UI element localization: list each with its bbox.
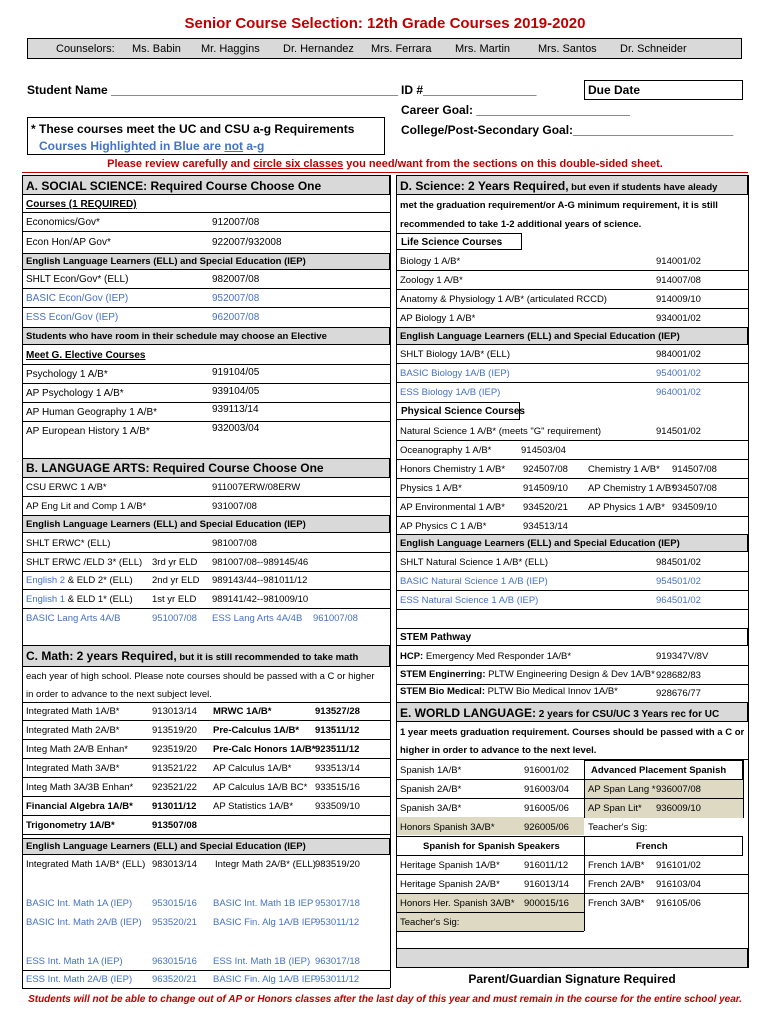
stem-course[interactable]: STEM Bio Medical: PLTW Bio Medical Innov 1A/B* bbox=[400, 686, 618, 697]
ell-label: English Language Learners (ELL) and Special Education (IEP) bbox=[400, 538, 680, 549]
course-code: 964001/02 bbox=[656, 387, 701, 398]
course-name[interactable]: AP Psychology 1 A/B* bbox=[26, 388, 124, 399]
course-code: 932003/04 bbox=[212, 423, 260, 434]
row-divider bbox=[396, 912, 584, 913]
course-name[interactable]: French 1A/B* bbox=[588, 860, 645, 871]
course-name[interactable]: Integr Math 2A/B* (ELL) bbox=[215, 859, 316, 870]
row-divider bbox=[396, 571, 748, 572]
course-name[interactable]: Natural Science 1 A/B* (meets "G" requirement) bbox=[400, 426, 602, 437]
course-code: 961007/08 bbox=[313, 613, 358, 624]
row-divider bbox=[396, 497, 748, 498]
row-divider bbox=[22, 777, 390, 778]
course-code: 914009/10 bbox=[656, 294, 701, 305]
row-divider bbox=[396, 270, 748, 271]
teachers-sig[interactable]: Teacher's Sig: bbox=[588, 822, 648, 833]
column-border bbox=[584, 760, 585, 818]
course-name[interactable]: Chemistry 1 A/B* bbox=[588, 464, 660, 475]
course-code: 916003/04 bbox=[524, 784, 569, 795]
course-code: 983519/20 bbox=[315, 859, 360, 870]
row-divider bbox=[396, 609, 748, 610]
course-name[interactable]: Integrated Math 2A/B* bbox=[26, 725, 120, 736]
eld-level: 3rd yr ELD bbox=[152, 557, 198, 568]
math-note: each year of high school. Please note courses should be passed with a C or higher bbox=[26, 671, 375, 682]
french-label: French bbox=[636, 841, 668, 852]
course-code: 919347V/8V bbox=[656, 651, 709, 662]
course-name[interactable]: BASIC Int. Math 2A/B (IEP) bbox=[26, 917, 142, 928]
course-code: 914007/08 bbox=[656, 275, 701, 286]
course-code: 982007/08 bbox=[212, 274, 260, 285]
course-name[interactable]: ESS Biology 1A/B (IEP) bbox=[400, 387, 501, 398]
student-name-field[interactable]: Student Name ___________________________________________ bbox=[27, 83, 398, 97]
course-name[interactable]: MRWC 1A/B* bbox=[213, 706, 272, 717]
course-name[interactable]: ESS Natural Science 1 A/B (IEP) bbox=[400, 595, 539, 606]
life-science-label: Life Science Courses bbox=[401, 237, 503, 248]
row-divider bbox=[396, 478, 748, 479]
course-name[interactable]: BASIC Lang Arts 4A/B bbox=[26, 613, 121, 624]
course-name[interactable]: AP Span Lang * bbox=[588, 784, 656, 795]
course-name[interactable]: Honors Chemistry 1 A/B* bbox=[400, 464, 506, 475]
science-note: met the graduation requirement/or A-G minimum requirement, it is still bbox=[400, 200, 718, 211]
row-divider bbox=[22, 552, 390, 553]
course-code: 954501/02 bbox=[656, 576, 701, 587]
course-code: 919104/05 bbox=[212, 367, 260, 378]
course-name[interactable]: Honors Spanish 3A/B* bbox=[400, 822, 495, 833]
elective-label: Meet G. Elective Courses bbox=[26, 350, 146, 361]
course-code: 933513/14 bbox=[315, 763, 360, 774]
row-divider bbox=[22, 402, 390, 403]
course-name[interactable]: French 3A/B* bbox=[588, 898, 645, 909]
course-name[interactable]: BASIC Fin. Alg 1A/B IEP bbox=[213, 917, 318, 928]
science-note: recommended to take 1-2 additional years of science. bbox=[400, 219, 642, 230]
course-code: 963520/21 bbox=[152, 974, 197, 985]
counselors-label: Counselors: bbox=[56, 43, 115, 55]
course-code: 923511/12 bbox=[315, 744, 360, 755]
course-code: 914503/04 bbox=[521, 445, 566, 456]
course-code: 953011/12 bbox=[315, 974, 360, 985]
row-divider bbox=[22, 288, 390, 289]
row-divider bbox=[22, 834, 390, 835]
counselor-name: Mrs. Santos bbox=[538, 43, 597, 55]
course-name[interactable]: AP Physics 1 A/B* bbox=[588, 502, 665, 513]
career-goal-field[interactable]: Career Goal: _______________________ bbox=[401, 103, 630, 117]
student-id-field[interactable]: ID #_________________ bbox=[401, 83, 537, 97]
row-divider bbox=[22, 383, 390, 384]
row-divider bbox=[396, 779, 584, 780]
course-name[interactable]: AP Calculus 1A/B* bbox=[213, 763, 292, 774]
row-divider bbox=[22, 589, 390, 590]
row-divider bbox=[22, 364, 390, 365]
course-code: 933509/10 bbox=[315, 801, 360, 812]
course-code: 916103/04 bbox=[656, 879, 701, 890]
course-name[interactable]: AP Chemistry 1 A/B* bbox=[588, 483, 675, 494]
course-name[interactable]: Financial Algebra 1A/B* bbox=[26, 801, 133, 812]
course-name[interactable]: Biology 1 A/B* bbox=[400, 256, 461, 267]
course-name[interactable]: Heritage Spanish 1A/B* bbox=[400, 860, 500, 871]
course-code: 951007/08 bbox=[152, 613, 197, 624]
counselor-name: Mrs. Ferrara bbox=[371, 43, 432, 55]
course-code: 963015/16 bbox=[152, 956, 197, 967]
row-divider bbox=[22, 307, 390, 308]
course-name[interactable]: Spanish 1A/B* bbox=[400, 765, 462, 776]
stem-title: STEM Pathway bbox=[400, 632, 472, 643]
course-name[interactable]: Psychology 1 A/B* bbox=[26, 369, 108, 380]
row-divider bbox=[22, 608, 390, 609]
row-divider bbox=[22, 212, 390, 213]
course-code: 954001/02 bbox=[656, 368, 701, 379]
course-name[interactable]: AP Environmental 1 A/B* bbox=[400, 502, 505, 513]
ell-label: English Language Learners (ELL) and Special Education (IEP) bbox=[26, 256, 306, 267]
row-divider bbox=[396, 289, 748, 290]
course-code: 981007/08--989145/46 bbox=[212, 557, 309, 568]
elective-note: Students who have room in their schedule may choose an Elective bbox=[26, 331, 327, 342]
course-name[interactable]: Integrated Math 3A/B* bbox=[26, 763, 120, 774]
world-language-note: higher in order to advance to the next level. bbox=[400, 745, 597, 756]
course-name[interactable]: Spanish 2A/B* bbox=[400, 784, 462, 795]
course-name[interactable]: ESS Lang Arts 4A/4B bbox=[212, 613, 303, 624]
course-code: 926005/06 bbox=[524, 822, 569, 833]
science-title: D. Science: 2 Years Required, but even if students have aleady bbox=[400, 179, 718, 193]
counselor-name: Ms. Babin bbox=[132, 43, 181, 55]
course-code: 923521/22 bbox=[152, 782, 197, 793]
row-divider bbox=[22, 231, 390, 232]
column-border bbox=[584, 836, 585, 856]
course-name[interactable]: Anatomy & Physiology 1 A/B* (articulated RCCD) bbox=[400, 294, 607, 305]
row-divider bbox=[22, 970, 390, 971]
row-divider bbox=[22, 739, 390, 740]
course-name[interactable]: Physics 1 A/B* bbox=[400, 483, 462, 494]
course-name[interactable]: BASIC Natural Science 1 A/B (IEP) bbox=[400, 576, 548, 587]
row-divider bbox=[22, 796, 390, 797]
course-name[interactable]: Pre-Calc Honors 1A/B* bbox=[213, 744, 316, 755]
row-divider bbox=[22, 815, 390, 816]
parent-signature-label: Parent/Guardian Signature Required bbox=[468, 972, 676, 986]
course-name[interactable]: Integ Math 3A/3B Enhan* bbox=[26, 782, 134, 793]
courses-required-label: Courses (1 REQUIRED) bbox=[26, 199, 137, 210]
course-name[interactable]: ESS Econ/Gov (IEP) bbox=[26, 312, 119, 323]
course-name[interactable]: Zoology 1 A/B* bbox=[400, 275, 463, 286]
course-name[interactable]: BASIC Econ/Gov (IEP) bbox=[26, 293, 129, 304]
course-code: 953015/16 bbox=[152, 898, 197, 909]
course-code: 989143/44--981011/12 bbox=[212, 575, 308, 586]
column-border bbox=[748, 175, 749, 968]
course-name[interactable]: Econ Hon/AP Gov* bbox=[26, 237, 111, 248]
page-title: Senior Course Selection: 12th Grade Courses 2019-2020 bbox=[184, 15, 586, 32]
row-divider bbox=[396, 308, 748, 309]
course-code: 924507/08 bbox=[523, 464, 568, 475]
course-name[interactable]: CSU ERWC 1 A/B* bbox=[26, 482, 107, 493]
row-divider bbox=[396, 874, 748, 875]
course-code: 939104/05 bbox=[212, 386, 260, 397]
course-code: 914501/02 bbox=[656, 426, 701, 437]
row-divider bbox=[396, 382, 748, 383]
course-name[interactable]: English 2 & ELD 2* (ELL) bbox=[26, 575, 133, 586]
row-divider bbox=[22, 702, 390, 703]
course-code: 913511/12 bbox=[315, 725, 360, 736]
college-goal-field[interactable]: College/Post-Secondary Goal:________________________ bbox=[401, 123, 734, 137]
course-name[interactable]: English 1 & ELD 1* (ELL) bbox=[26, 594, 133, 605]
course-code: 953011/12 bbox=[315, 917, 360, 928]
course-name[interactable]: SHLT Biology 1A/B* (ELL) bbox=[400, 349, 511, 360]
course-name[interactable]: AP Biology 1 A/B* bbox=[400, 313, 476, 324]
course-name[interactable]: SHLT Natural Science 1 A/B* (ELL) bbox=[400, 557, 549, 568]
row-divider bbox=[22, 988, 390, 989]
course-code: 963017/18 bbox=[315, 956, 360, 967]
course-code: 913527/28 bbox=[315, 706, 360, 717]
course-name[interactable]: Pre-Calculus 1A/B* bbox=[213, 725, 300, 736]
course-name[interactable]: BASIC Int. Math 1A (IEP) bbox=[26, 898, 133, 909]
course-name[interactable]: BASIC Int. Math 1B IEP bbox=[213, 898, 314, 909]
row-divider bbox=[396, 516, 748, 517]
course-name[interactable]: AP Statistics 1A/B* bbox=[213, 801, 294, 812]
signature-field[interactable] bbox=[396, 948, 748, 968]
row-divider bbox=[396, 440, 748, 441]
social-science-title: A. SOCIAL SCIENCE: Required Course Choose One bbox=[26, 179, 322, 193]
row-divider bbox=[396, 363, 748, 364]
course-code: 928682/83 bbox=[656, 670, 701, 681]
eld-level: 2nd yr ELD bbox=[152, 575, 200, 586]
course-name[interactable]: Honors Her. Spanish 3A/B* bbox=[400, 898, 515, 909]
row-divider bbox=[396, 459, 748, 460]
course-name[interactable]: Spanish 3A/B* bbox=[400, 803, 462, 814]
course-code: 931007/08 bbox=[212, 501, 257, 512]
course-code: 914001/02 bbox=[656, 256, 701, 267]
sfs-label: Spanish for Spanish Speakers bbox=[423, 841, 560, 852]
course-name[interactable]: SHLT ERWC* (ELL) bbox=[26, 538, 111, 549]
column-border bbox=[584, 856, 585, 931]
divider bbox=[22, 172, 748, 173]
course-code: 913519/20 bbox=[152, 725, 197, 736]
row-divider bbox=[22, 720, 390, 721]
ell-label: English Language Learners (ELL) and Special Education (IEP) bbox=[26, 519, 306, 530]
language-arts-title: B. LANGUAGE ARTS: Required Course Choose One bbox=[26, 461, 324, 475]
uc-csu-notice: * These courses meet the UC and CSU a-g Requirements bbox=[31, 122, 355, 136]
row-divider bbox=[22, 421, 390, 422]
course-code: 984501/02 bbox=[656, 557, 701, 568]
course-code: 913521/22 bbox=[152, 763, 197, 774]
course-code: 911007ERW/08ERW bbox=[212, 482, 301, 493]
course-code: 953520/21 bbox=[152, 917, 197, 928]
course-name[interactable]: Integ Math 2A/B Enhan* bbox=[26, 744, 128, 755]
course-code: 912007/08 bbox=[212, 217, 260, 228]
course-code: 983013/14 bbox=[152, 859, 197, 870]
course-code: 933515/16 bbox=[315, 782, 360, 793]
course-code: 928676/77 bbox=[656, 688, 701, 699]
stem-course[interactable]: STEM Enginerring: PLTW Engineering Design & Dev 1A/B* bbox=[400, 669, 655, 680]
course-code: 916001/02 bbox=[524, 765, 569, 776]
course-code: 914509/10 bbox=[523, 483, 568, 494]
math-note: in order to advance to the next subject level. bbox=[26, 689, 212, 700]
blue-notice: Courses Highlighted in Blue are not a-g bbox=[39, 139, 265, 153]
course-code: 964501/02 bbox=[656, 595, 701, 606]
row-divider bbox=[22, 496, 390, 497]
course-code: 916013/14 bbox=[524, 879, 569, 890]
course-code: 916105/06 bbox=[656, 898, 701, 909]
course-name[interactable]: AP Human Geography 1 A/B* bbox=[26, 407, 158, 418]
course-name[interactable]: ESS Int. Math 2A/B (IEP) bbox=[26, 974, 133, 985]
counselor-name: Dr. Schneider bbox=[620, 43, 687, 55]
column-border bbox=[390, 175, 391, 988]
course-code: 916101/02 bbox=[656, 860, 701, 871]
row-divider bbox=[22, 571, 390, 572]
column-border bbox=[396, 175, 397, 968]
course-name[interactable]: AP European History 1 A/B* bbox=[26, 426, 150, 437]
course-code: 916005/06 bbox=[524, 803, 569, 814]
course-name[interactable]: BASIC Biology 1A/B (IEP) bbox=[400, 368, 510, 379]
math-title: C. Math: 2 years Required, but it is still recommended to take math bbox=[26, 649, 359, 663]
course-name[interactable]: Trigonometry 1A/B* bbox=[26, 820, 115, 831]
stem-course[interactable]: HCP: Emergency Med Responder 1A/B* bbox=[400, 651, 572, 662]
course-name[interactable]: AP Span Lit* bbox=[588, 803, 642, 814]
eld-level: 1st yr ELD bbox=[152, 594, 197, 605]
course-name[interactable]: AP Physics C 1 A/B* bbox=[400, 521, 487, 532]
row-divider bbox=[22, 758, 390, 759]
course-code: 934509/10 bbox=[672, 502, 717, 513]
course-code: 916011/12 bbox=[524, 860, 569, 871]
due-date-label: Due Date bbox=[588, 83, 641, 97]
physical-science-label: Physical Science Courses bbox=[401, 406, 525, 417]
course-code: 934507/08 bbox=[672, 483, 717, 494]
course-name[interactable]: Integrated Math 1A/B* bbox=[26, 706, 120, 717]
course-code: 989141/42--981009/10 bbox=[212, 594, 309, 605]
course-code: 936009/10 bbox=[656, 803, 701, 814]
counselor-name: Mrs. Martin bbox=[455, 43, 510, 55]
course-name[interactable]: SHLT Econ/Gov* (ELL) bbox=[26, 274, 129, 285]
column-border bbox=[743, 760, 744, 818]
course-code: 913011/12 bbox=[152, 801, 197, 812]
teachers-sig[interactable]: Teacher's Sig: bbox=[400, 917, 460, 928]
course-code: 900015/16 bbox=[524, 898, 569, 909]
course-code: 922007/932008 bbox=[212, 237, 282, 248]
world-language-note: 1 year meets graduation requirement. Courses should be passed with a C or bbox=[400, 727, 745, 738]
course-name[interactable]: AP Calculus 1A/B BC* bbox=[213, 782, 308, 793]
ell-label: English Language Learners (ELL) and Special Education (IEP) bbox=[26, 841, 306, 852]
course-code: 934001/02 bbox=[656, 313, 701, 324]
course-name[interactable]: SHLT ERWC /ELD 3* (ELL) bbox=[26, 557, 143, 568]
counselor-name: Dr. Hernandez bbox=[283, 43, 354, 55]
course-code: 914507/08 bbox=[672, 464, 717, 475]
course-code: 952007/08 bbox=[212, 293, 260, 304]
course-code: 981007/08 bbox=[212, 538, 257, 549]
course-code: 913507/08 bbox=[152, 820, 197, 831]
course-code: 934513/14 bbox=[523, 521, 568, 532]
course-name[interactable]: French 2A/B* bbox=[588, 879, 645, 890]
course-name[interactable]: Oceanography 1 A/B* bbox=[400, 445, 492, 456]
course-name[interactable]: ESS Int. Math 1A (IEP) bbox=[26, 956, 123, 967]
row-divider bbox=[584, 798, 743, 799]
course-name[interactable]: AP Eng Lit and Comp 1 A/B* bbox=[26, 501, 147, 512]
course-code: 939113/14 bbox=[212, 404, 259, 415]
course-code: 913013/14 bbox=[152, 706, 197, 717]
course-code: 934520/21 bbox=[523, 502, 568, 513]
row-divider bbox=[396, 931, 584, 932]
counselor-name: Mr. Haggins bbox=[201, 43, 260, 55]
course-code: 953017/18 bbox=[315, 898, 360, 909]
footer-warning: Students will not be able to change out of AP or Honors classes after the last day of this year and must remain in the course for the entire school year. bbox=[28, 994, 742, 1005]
row-divider bbox=[396, 798, 584, 799]
course-code: 984001/02 bbox=[656, 349, 701, 360]
row-divider bbox=[396, 665, 748, 666]
course-name[interactable]: Economics/Gov* bbox=[26, 217, 100, 228]
ell-label: English Language Learners (ELL) and Special Education (IEP) bbox=[400, 331, 680, 342]
row-divider bbox=[396, 590, 748, 591]
review-notice: Please review carefully and circle six classes you need/want from the sections on this double-sided sheet. bbox=[107, 158, 663, 170]
course-name[interactable]: BASIC Fin. Alg 1A/B IEP bbox=[213, 974, 318, 985]
course-name[interactable]: Heritage Spanish 2A/B* bbox=[400, 879, 500, 890]
row-divider bbox=[396, 684, 748, 685]
course-code: 962007/08 bbox=[212, 312, 260, 323]
course-code: 923519/20 bbox=[152, 744, 197, 755]
ap-spanish-label: Advanced Placement Spanish bbox=[591, 765, 727, 776]
course-name[interactable]: ESS Int. Math 1B (IEP) bbox=[213, 956, 311, 967]
column-border bbox=[22, 175, 23, 988]
world-language-title: E. WORLD LANGUAGE: 2 years for CSU/UC 3 Years rec for UC bbox=[400, 706, 720, 720]
course-code: 936007/08 bbox=[656, 784, 701, 795]
course-name[interactable]: Integrated Math 1A/B* (ELL) bbox=[26, 859, 146, 870]
